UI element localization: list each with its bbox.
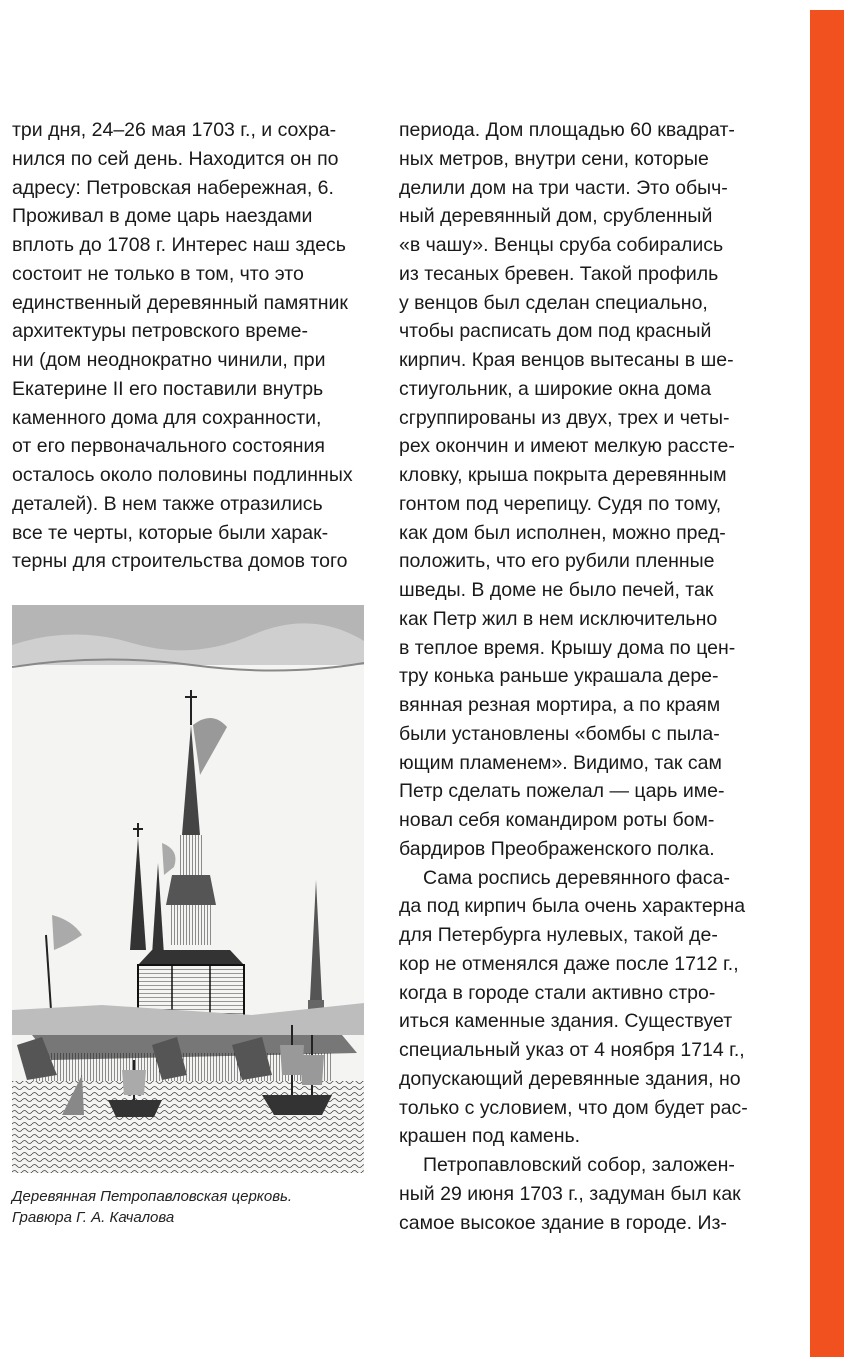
text-line: ни (дом неоднократно чинили, при bbox=[12, 349, 326, 371]
text-line: три дня, 24–26 мая 1703 г., и сохра- bbox=[12, 119, 337, 141]
text-line: сгруппированы из двух, трех и четы- bbox=[399, 406, 730, 429]
text-line: адресу: Петровская набережная, 6. bbox=[12, 176, 334, 199]
text-line: только с условием, что дом будет рас- bbox=[399, 1096, 748, 1119]
text-line: чтобы расписать дом под красный bbox=[399, 320, 712, 343]
text-line: рех окончин и имеют мелкую расстe- bbox=[399, 435, 735, 458]
text-line: специальный указ от 4 ноября 1714 г., bbox=[399, 1039, 745, 1061]
text-line: делили дом на три части. Это обыч- bbox=[399, 176, 728, 199]
text-line: в теплое время. Крышу дома по цен- bbox=[399, 636, 736, 659]
text-line: ных метров, внутри сени, которые bbox=[399, 147, 709, 170]
text-line: самое высокое здание в городе. Из- bbox=[399, 1211, 727, 1234]
orange-edge-bar bbox=[810, 10, 844, 1357]
text-line: тру конька раньше украшала дере- bbox=[399, 665, 719, 688]
text-line: «в чашу». Венцы сруба собирались bbox=[399, 234, 724, 256]
text-line: для Петербурга нулевых, такой де- bbox=[399, 924, 718, 946]
text-line: как Петр жил в нем исключительно bbox=[399, 607, 718, 630]
text-line: деталей). В нем также отразились bbox=[12, 492, 323, 515]
text-line: кловку, крыша покрыта деревянным bbox=[399, 464, 727, 486]
paragraph-start-line: Сама роспись деревянного фаса- bbox=[423, 866, 730, 889]
text-line: каменного дома для сохранности, bbox=[12, 406, 322, 429]
text-line: вплоть до 1708 г. Интерес наш здесь bbox=[12, 234, 346, 256]
text-line: положить, что его рубили пленные bbox=[399, 550, 715, 573]
text-line: нился по сей день. Находится он по bbox=[12, 147, 339, 170]
text-line: крашен под камень. bbox=[399, 1125, 581, 1148]
text-line: архитектуры петровского време- bbox=[12, 320, 308, 343]
text-line: ный деревянный дом, срубленный bbox=[399, 205, 713, 228]
text-line: кор не отменялся даже после 1712 г., bbox=[399, 952, 739, 975]
right-text-column bbox=[399, 116, 759, 1237]
text-line: когда в городе стали активно стро- bbox=[399, 981, 716, 1004]
text-line: осталось около половины подлинных bbox=[12, 464, 353, 486]
left-text-column bbox=[12, 116, 364, 576]
text-line: шведы. В доме не было печей, так bbox=[399, 579, 714, 601]
text-line: допускающий деревянные здания, но bbox=[399, 1067, 741, 1090]
text-line: все те черты, которые были харак- bbox=[12, 521, 329, 544]
caption-line: Деревянная Петропавловская церковь. bbox=[12, 1188, 293, 1205]
text-line: ющим пламенем». Видимо, так сам bbox=[399, 751, 722, 774]
text-line: периода. Дом площадью 60 квадрат- bbox=[399, 119, 735, 141]
text-line: из тесаных бревен. Такой профиль bbox=[399, 262, 719, 285]
text-line: состоит не только в том, что это bbox=[12, 262, 304, 285]
figure-caption bbox=[12, 1186, 364, 1228]
text-line: единственный деревянный памятник bbox=[12, 291, 348, 314]
text-line: Екатерине II его поставили внутрь bbox=[12, 377, 324, 400]
text-line: как дом был исполнен, можно пред- bbox=[399, 521, 726, 544]
text-line: у венцов был сделан специально, bbox=[399, 291, 708, 314]
engraving-illustration bbox=[12, 605, 364, 1173]
caption-line: Гравюра Г. А. Качалова bbox=[12, 1209, 175, 1226]
text-line: Проживал в доме царь наездами bbox=[12, 205, 313, 228]
text-line: были установлены «бомбы с пыла- bbox=[399, 722, 720, 745]
text-line: ный 29 июня 1703 г., задуман был как bbox=[399, 1182, 741, 1205]
text-line: кирпич. Края венцов вытесаны в ше- bbox=[399, 349, 734, 371]
text-line: гонтом под черепицу. Судя по тому, bbox=[399, 492, 722, 515]
text-line: стиугольник, а широкие окна дома bbox=[399, 377, 712, 400]
text-line: бардиров Преображенского полка. bbox=[399, 837, 715, 860]
text-line: терны для строительства домов того bbox=[12, 550, 348, 573]
text-line: да под кирпич была очень характерна bbox=[399, 895, 746, 918]
text-line: новал себя командиром роты бом- bbox=[399, 809, 715, 831]
text-line: вянная резная мортира, а по краям bbox=[399, 694, 721, 716]
paragraph-start-line: Петропавловский собор, заложен- bbox=[423, 1154, 735, 1176]
text-line: от его первоначального состояния bbox=[12, 435, 325, 458]
text-line: иться каменные здания. Существует bbox=[399, 1010, 733, 1033]
text-line: Петр сделать пожелал — царь име- bbox=[399, 780, 725, 803]
